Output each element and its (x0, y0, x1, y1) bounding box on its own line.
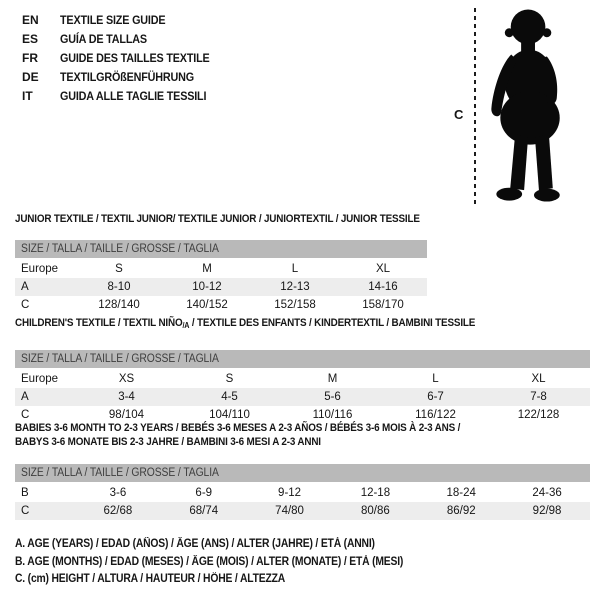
language-label: GUIDA ALLE TAGLIE TESSILI (60, 88, 207, 103)
language-label: TEXTILE SIZE GUIDE (60, 12, 166, 27)
height-cell: 140/152 (186, 299, 228, 311)
size-cell: XL (375, 263, 391, 275)
row-label: Europe (21, 373, 59, 385)
table-row-height (15, 502, 590, 520)
age-cell: 9-12 (278, 487, 302, 499)
size-cell: M (327, 373, 338, 385)
junior-table-title: JUNIOR TEXTILE / TEXTIL JUNIOR/ TEXTILE JUNIOR / JUNIORTEXTIL / JUNIOR TESSILE (15, 213, 420, 225)
size-cell: L (432, 373, 439, 385)
language-row-it (22, 86, 226, 105)
language-label: GUIDE DES TAILLES TEXTILE (60, 50, 210, 65)
row-label: C (21, 409, 30, 421)
language-row-de (22, 67, 226, 86)
junior-size-table (15, 212, 427, 314)
children-table-grid (15, 370, 590, 424)
age-cell: 12-13 (280, 281, 310, 293)
row-label: C (21, 505, 30, 517)
age-cell: 4-5 (221, 391, 238, 403)
babies-table-title-line1: BABIES 3-6 MONTH TO 2-3 YEARS / BEBÉS 3-6 MESES A 2-3 AÑOS / BÉBÉS 3-6 MOIS À 2-3 ANS / (15, 422, 461, 434)
babies-size-table (15, 421, 590, 520)
age-cell: 14-16 (368, 281, 398, 293)
language-code: ES (22, 31, 39, 46)
size-header-bar: SIZE / TALLA / TAILLE / GRÖSSE / TAGLIA (15, 464, 590, 482)
row-label: A (21, 391, 29, 403)
size-header-bar: SIZE / TALLA / TAILLE / GRÖSSE / TAGLIA (15, 240, 427, 258)
height-cell: 110/116 (312, 409, 353, 421)
size-cell: M (202, 263, 212, 275)
row-label: A (21, 281, 29, 293)
table-row-age-months (15, 484, 590, 502)
babies-table-title-line2: BABYS 3-6 MONATE BIS 2-3 JAHRE / BAMBINI 3-6 MESI A 2-3 ANNI (15, 436, 321, 448)
height-cell: 128/140 (98, 299, 140, 311)
size-cell: L (291, 263, 299, 275)
age-cell: 3-6 (109, 487, 127, 499)
height-measure-dashed-line (474, 8, 476, 206)
language-row-es (22, 29, 226, 48)
age-cell: 5-6 (324, 391, 341, 403)
table-row-europe (15, 370, 590, 388)
age-cell: 6-7 (427, 391, 444, 403)
height-cell: 74/80 (275, 505, 304, 517)
size-cell: XL (531, 373, 546, 385)
age-cell: 12-18 (360, 487, 391, 499)
size-cell: XS (118, 373, 135, 385)
age-cell: 3-4 (118, 391, 135, 403)
language-code: FR (22, 50, 38, 65)
height-cell: 86/92 (446, 505, 476, 517)
footnote-age-months: B. AGE (MONTHS) / EDAD (MESES) / ÂGE (MOIS) / ALTER (MONATE) / ETÀ (MESI) (15, 555, 404, 568)
size-cell: S (115, 263, 123, 275)
height-cell: 68/74 (189, 505, 219, 517)
language-code: DE (22, 69, 39, 84)
height-cell: 104/110 (209, 409, 250, 421)
table-row-age (15, 388, 590, 406)
height-cell: 158/170 (362, 299, 404, 311)
height-cell: 80/86 (361, 505, 390, 517)
table-row-height (15, 296, 427, 314)
height-cell: 62/68 (103, 505, 133, 517)
age-cell: 18-24 (446, 487, 476, 499)
row-label: Europe (21, 263, 59, 275)
legend-footnotes (15, 536, 446, 589)
language-title-list (22, 10, 226, 105)
language-row-en (22, 10, 226, 29)
age-cell: 6-9 (195, 487, 213, 499)
height-cell: 92/98 (532, 505, 562, 517)
age-cell: 24-36 (532, 487, 562, 499)
age-cell: 10-12 (192, 281, 222, 293)
height-cell: 122/128 (517, 409, 560, 421)
junior-table-grid (15, 260, 427, 314)
table-row-europe (15, 260, 427, 278)
age-cell: 7-8 (530, 391, 547, 403)
footnote-age-years: A. AGE (YEARS) / EDAD (AÑOS) / ÂGE (ANS) / ALTER (JAHRE) / ETÀ (ANNI) (15, 538, 375, 550)
footnote-height-cm: C. (cm) HEIGHT / ALTURA / HAUTEUR / HÖHE / ALTEZZA (15, 573, 286, 585)
language-code: EN (22, 12, 39, 27)
language-code: IT (22, 88, 33, 103)
children-size-table (15, 316, 590, 424)
height-cell: 98/104 (108, 409, 145, 421)
height-measure-label: C (454, 107, 464, 122)
babies-table-grid (15, 484, 590, 520)
table-row-age (15, 278, 427, 296)
height-cell: 152/158 (274, 299, 316, 311)
row-label: C (21, 299, 30, 311)
size-header-bar: SIZE / TALLA / TAILLE / GRÖSSE / TAGLIA (15, 350, 590, 368)
language-label: TEXTILGRÖßENFÜHRUNG (60, 69, 194, 84)
height-cell: 116/122 (415, 409, 456, 421)
age-cell: 8-10 (107, 281, 131, 293)
toddler-silhouette-icon (483, 9, 583, 207)
children-table-title: CHILDREN'S TEXTILE / TEXTIL $NIÑO_{/A}$ / TEXTILE DES ENFANTS / KINDERTEXTIL / BAMBINI TESSILE (15, 317, 476, 330)
language-row-fr (22, 48, 226, 67)
language-label: GUÍA DE TALLAS (60, 31, 147, 46)
row-label: B (21, 487, 29, 499)
size-cell: S (225, 373, 234, 385)
